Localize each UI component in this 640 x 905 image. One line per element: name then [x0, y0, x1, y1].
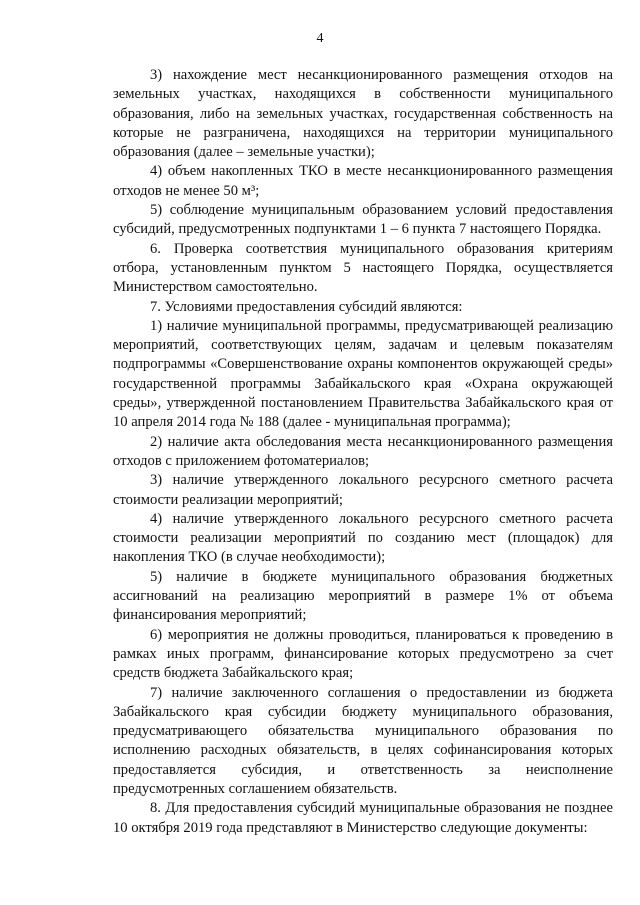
- paragraph-item-4-waste-volume: 4) объем накопленных ТКО в месте несанкционированного размещения отходов не менее 50 м³;: [113, 163, 613, 199]
- paragraph-condition-4-site-estimate: 4) наличие утвержденного локального ресурсного сметного расчета стоимости реализации мероприятий по созданию мест (площадок) для накопления ТКО (в случае необходимости);: [113, 510, 613, 566]
- paragraph-item-5-conditions-compliance: 5) соблюдение муниципальным образованием условий предоставления субсидий, предусмотренных подпунктами 1 – 6 пункта 7 настоящего Порядка.: [113, 202, 613, 238]
- paragraph-condition-3-cost-estimate: 3) наличие утвержденного локального ресурсного сметного расчета стоимости реализации мероприятий;: [113, 472, 613, 508]
- paragraph-condition-2-inspection-act: 2) наличие акта обследования места несанкционированного размещения отходов с приложением фотоматериалов;: [113, 433, 613, 469]
- paragraph-condition-6-no-duplication: 6) мероприятия не должны проводиться, планироваться к проведению в рамках иных программ, финансирование которых предусмотрено за счет средств бюджета Забайкальского края;: [113, 626, 613, 682]
- paragraph-item-3-land-plots: 3) нахождение мест несанкционированного размещения отходов на земельных участках, находящихся в собственности муниципального образования, либо на земельных участках, государственная собственность на которые не разграничена, находящихся на территории муниципального образования (далее – земельные участки);: [113, 67, 613, 161]
- document-body: [113, 66, 613, 838]
- page-number: 4: [316, 31, 324, 46]
- paragraph-condition-7-agreement: 7) наличие заключенного соглашения о предоставлении из бюджета Забайкальского края субсидии бюджету муниципального образования, предусматривающего обязательства муниципального образования по исполнению расходных обязательств, в целях софинансирования которых предоставляется субсидия, и ответственность за неисполнение предусмотренных соглашением обязательств.: [113, 684, 613, 797]
- paragraph-clause-8-documents: 8. Для предоставления субсидий муниципальные образования не позднее 10 октября 2019 года представляют в Министерство следующие документы:: [113, 800, 613, 836]
- paragraph-condition-1-municipal-program: 1) наличие муниципальной программы, предусматривающей реализацию мероприятий, соответствующих целям, задачам и целевым показателям подпрограммы «Совершенствование охраны компонентов окружающей среды» государственной программы Забайкальского края «Охрана окружающей среды», утвержденной постановлением Правительства Забайкальского края от 10 апреля 2014 года № 188 (далее - муниципальная программа);: [113, 317, 613, 431]
- paragraph-condition-5-budget: 5) наличие в бюджете муниципального образования бюджетных ассигнований на реализацию мероприятий в размере 1% от объема финансирования мероприятий;: [113, 568, 613, 624]
- paragraph-clause-7-heading: 7. Условиями предоставления субсидий являются:: [150, 298, 463, 315]
- paragraph-clause-6-criteria-check: 6. Проверка соответствия муниципального образования критериям отбора, установленным пунктом 5 настоящего Порядка, осуществляется Министерством самостоятельно.: [113, 240, 613, 296]
